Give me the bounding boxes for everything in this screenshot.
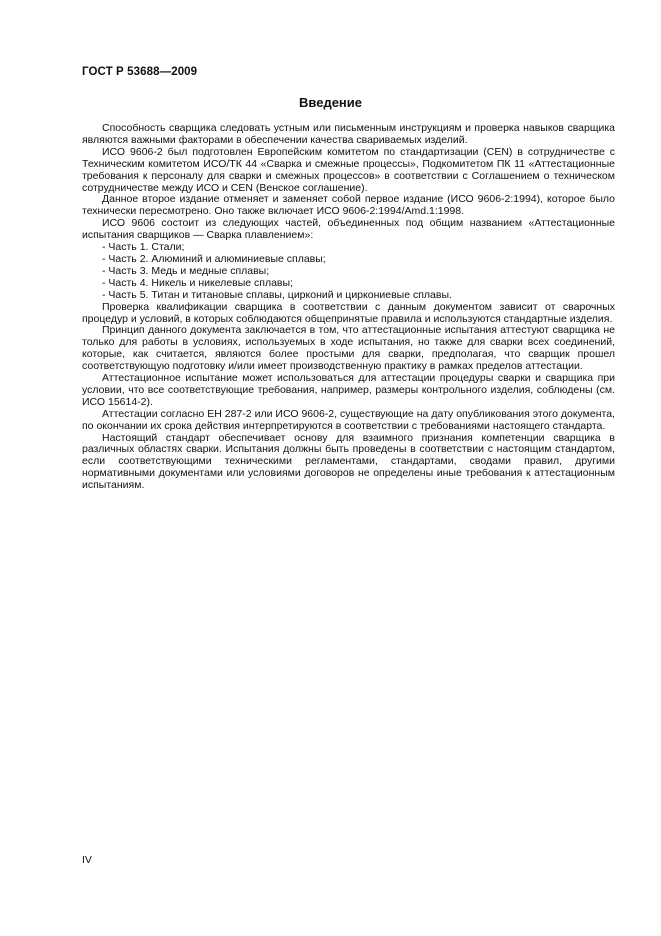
paragraph: Принцип данного документа заключается в том, что аттестационные испытания аттестуют сварщика не только для работы в условиях, используемых в ходе испытания, но также для сварки всех соединений, которые, как считается, являются более простыми для сварки, предполагая, что сварщик прошел соответствующую подготовку и/или имеет производственную практику в рамках пределов аттестации. [82,324,615,373]
paragraph: Данное второе издание отменяет и заменяет собой первое издание (ИСО 9606-2:1994), которое было технически пересмотрено. Оно также включает ИСО 9606-2:1994/Amd.1:1998. [82,193,615,218]
list-item: - Часть 1. Стали; [102,241,185,254]
paragraph: Способность сварщика следовать устным или письменным инструкциям и проверка навыков сварщика являются важными факторами в обеспечении качества свариваемых изделий. [82,122,615,146]
paragraph: ИСО 9606 состоит из следующих частей, объединенных под общим названием «Аттестационные испытания сварщиков — Сварка плавлением»: [82,217,615,242]
section-title: Введение [299,95,362,110]
body-text [82,123,615,492]
list-item: - Часть 4. Никель и никелевые сплавы; [102,276,293,289]
paragraph: Аттестационное испытание может использоваться для аттестации процедуры сварки и сварщика при условии, что все соответствующие требования, например, размеры контрольного изделия, соблюдены (см. ИСО 15614-2). [82,372,615,408]
paragraph: ИСО 9606-2 был подготовлен Европейским комитетом по стандартизации (CEN) в сотрудничестве с Техническим комитетом ИСО/ТК 44 «Сварка и смежные процессы», Подкомитетом ПК 11 «Аттестационные требования к персоналу для сварки и смежных процессов» в соответствии с Соглашением о техническом сотрудничестве между ИСО и CEN (Венское соглашение). [82,145,615,194]
page-number: IV [82,854,92,866]
paragraph: Настоящий стандарт обеспечивает основу для взаимного признания компетенции сварщика в различных областях сварки. Испытания должны быть проведены в соответствии с настоящим стандартом, если соответствующими техническими регламентами, стандартами, сводами правил, другими нормативными документами или условиями договоров не определены иные требования к аттестационным испытаниям. [82,431,615,492]
parts-list [82,242,615,302]
list-item: - Часть 5. Титан и титановые сплавы, цирконий и циркониевые сплавы. [102,288,452,301]
list-item: - Часть 2. Алюминий и алюминиевые сплавы; [102,252,326,265]
paragraph: Аттестации согласно ЕН 287-2 или ИСО 9606-2, существующие на дату опубликования этого документа, по окончании их срока действия интерпретируются в соответствии с требованиями настоящего стандарта. [82,407,615,432]
document-code: ГОСТ Р 53688—2009 [82,66,198,78]
paragraph: Проверка квалификации сварщика в соответствии с данным документом зависит от сварочных процедур и условий, в которых соблюдаются общепринятые правила и используются стандартные изделия. [82,300,615,325]
list-item: - Часть 3. Медь и медные сплавы; [102,264,270,277]
